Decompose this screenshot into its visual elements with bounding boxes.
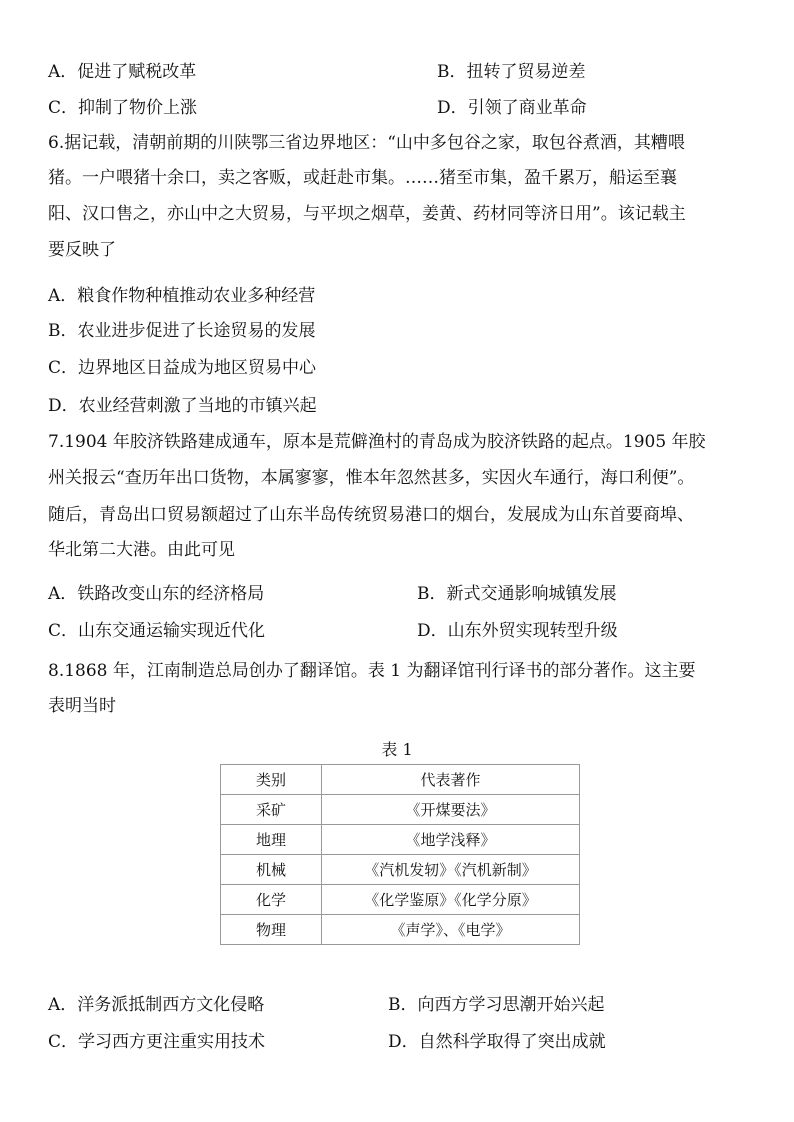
q6-stem-line: 6.据记载，清朝前期的川陕鄂三省边界地区：“山中多包谷之家，取包谷煮酒，其糟喂 xyxy=(48,133,685,153)
q6-option-c: C．边界地区日益成为地区贸易中心 xyxy=(48,358,317,378)
table-cell-works: 《地学浅释》 xyxy=(322,825,580,855)
q7-option-c: C．山东交通运输实现近代化 xyxy=(48,621,266,641)
q7-stem-line: 州关报云“查历年出口货物，本属寥寥，惟本年忽然甚多，实因火车通行，海口利便”。 xyxy=(48,468,695,488)
q6-option-b: B．农业进步促进了长途贸易的发展 xyxy=(48,321,316,341)
q8-option-a: A．洋务派抵制西方文化侵略 xyxy=(48,995,265,1015)
q5-option-d: D．引领了商业革命 xyxy=(437,98,587,118)
q8-option-b: B．向西方学习思潮开始兴起 xyxy=(388,995,605,1015)
table-cell-category: 化学 xyxy=(221,885,322,915)
q8-stem-line: 表明当时 xyxy=(48,696,116,716)
q7-option-d: D．山东外贸实现转型升级 xyxy=(417,621,618,641)
table-cell-category: 地理 xyxy=(221,825,322,855)
table-cell-category: 机械 xyxy=(221,855,322,885)
q6-option-a: A．粮食作物种植推动农业多种经营 xyxy=(48,286,316,306)
q7-option-a: A．铁路改变山东的经济格局 xyxy=(48,584,265,604)
table-row xyxy=(221,795,580,825)
table-row xyxy=(221,825,580,855)
q7-stem-line: 7.1904 年胶济铁路建成通车，原本是荒僻渔村的青岛成为胶济铁路的起点。1905 年胶 xyxy=(48,432,706,452)
q8-option-c: C．学习西方更注重实用技术 xyxy=(48,1032,266,1052)
table-cell-category: 采矿 xyxy=(221,795,322,825)
q6-option-d: D．农业经营刺激了当地的市镇兴起 xyxy=(48,396,317,416)
q5-option-b: B．扭转了贸易逆差 xyxy=(437,62,586,82)
table-header-category: 类别 xyxy=(221,765,322,795)
table-header-row xyxy=(221,765,580,795)
table-row xyxy=(221,885,580,915)
table-cell-works: 《声学》、《电学》 xyxy=(322,915,580,945)
q5-option-c: C．抑制了物价上涨 xyxy=(48,98,198,118)
q7-stem-line: 华北第二大港。由此可见 xyxy=(48,540,235,560)
q7-stem-line: 随后，青岛出口贸易额超过了山东半岛传统贸易港口的烟台，发展成为山东首要商埠、 xyxy=(48,505,694,525)
q7-option-b: B．新式交通影响城镇发展 xyxy=(417,584,617,604)
table-row xyxy=(221,915,580,945)
table-cell-category: 物理 xyxy=(221,915,322,945)
q5-option-a: A．促进了赋税改革 xyxy=(48,62,197,82)
q8-option-d: D．自然科学取得了突出成就 xyxy=(388,1032,606,1052)
q6-stem-line: 猪。一户喂猪十余口，卖之客贩，或赶赴市集。……猪至市集，盈千累万，船运至襄 xyxy=(48,168,677,188)
table-header-works: 代表著作 xyxy=(322,765,580,795)
q6-stem-line: 阳、汉口售之，亦山中之大贸易，与平坝之烟草，姜黄、药材同等济日用”。该记载主 xyxy=(48,204,686,224)
q8-stem-line: 8.1868 年，江南制造总局创办了翻译馆。表 1 为翻译馆刊行译书的部分著作。这主要 xyxy=(48,661,696,681)
table-caption: 表 1 xyxy=(381,740,413,759)
table-cell-works: 《化学鉴原》《化学分原》 xyxy=(322,885,580,915)
table-cell-works: 《汽机发轫》《汽机新制》 xyxy=(322,855,580,885)
translated-works-table xyxy=(220,764,580,945)
table-row xyxy=(221,855,580,885)
table-cell-works: 《开煤要法》 xyxy=(322,795,580,825)
q6-stem-line: 要反映了 xyxy=(48,240,116,260)
